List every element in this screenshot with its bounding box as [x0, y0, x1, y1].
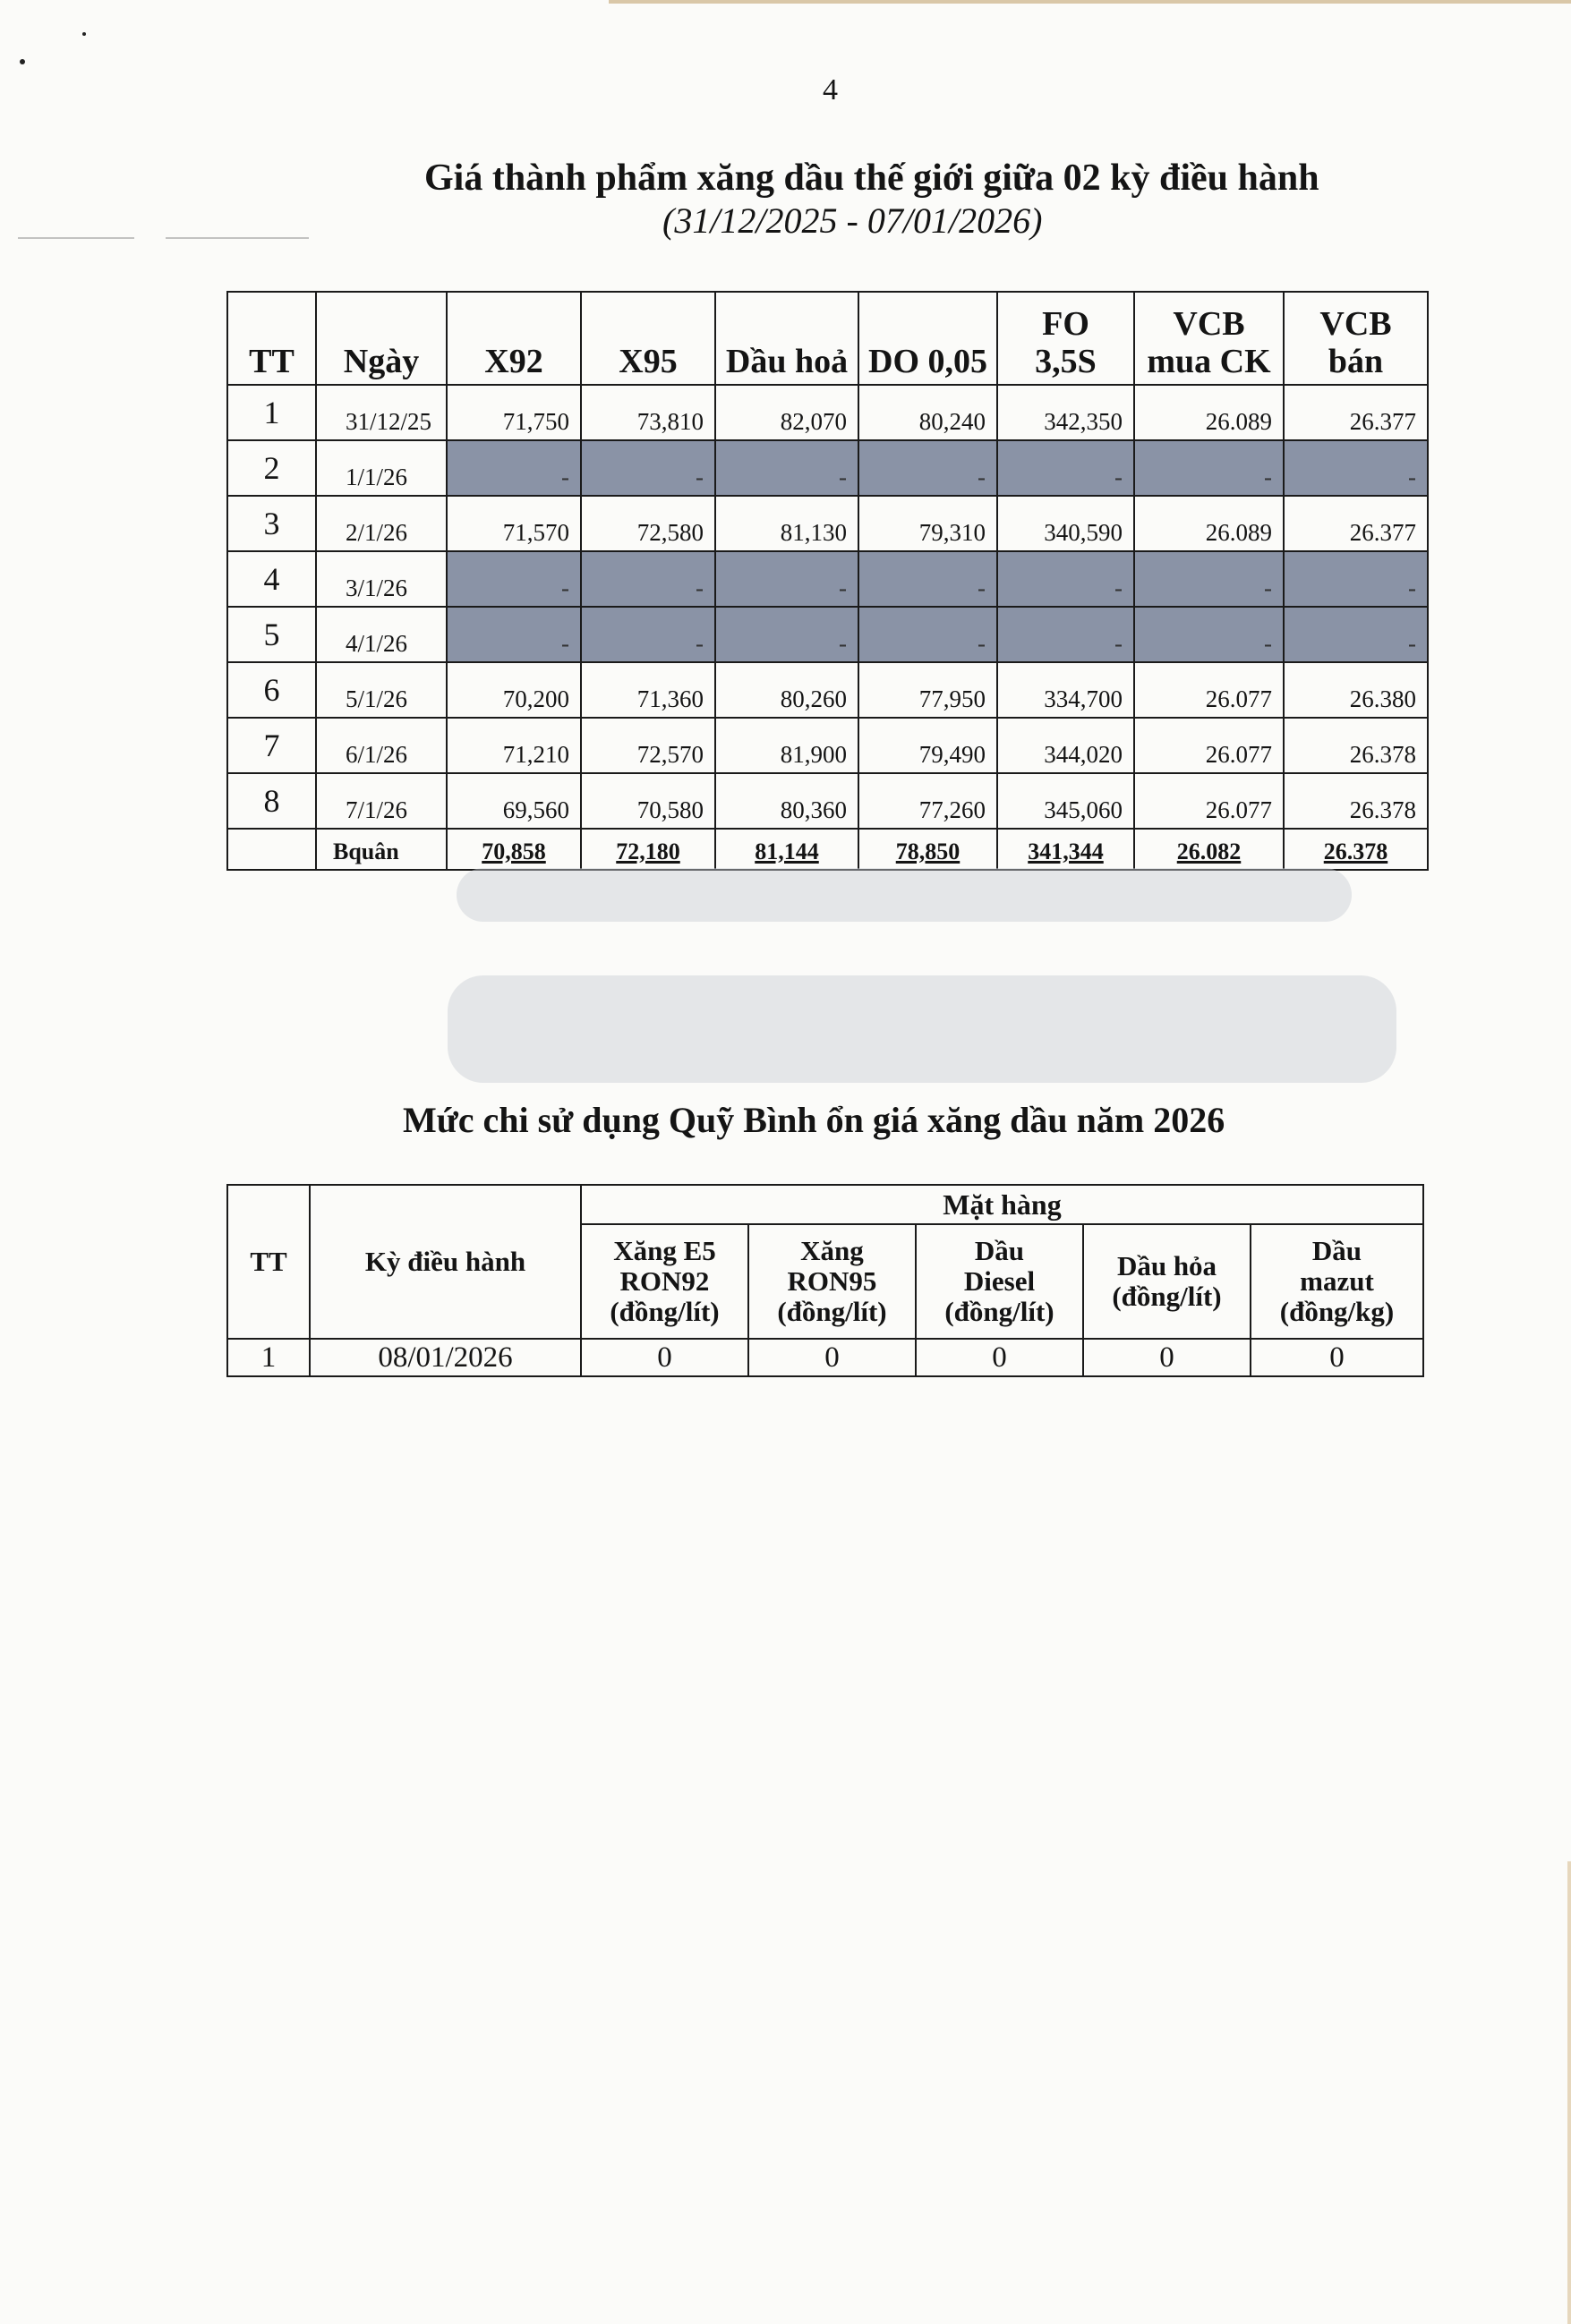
price-cell: -	[1284, 440, 1428, 496]
price-cell: 79,490	[858, 718, 997, 773]
table1-body	[227, 385, 1428, 870]
row-index: 8	[227, 773, 316, 829]
price-cell: -	[715, 607, 858, 662]
row-period: 08/01/2026	[310, 1339, 581, 1376]
table2-group-header: Mặt hàng	[581, 1185, 1423, 1224]
table1-header-cell: DO 0,05	[858, 292, 997, 385]
average-cell: 78,850	[858, 829, 997, 870]
price-cell: -	[1284, 551, 1428, 607]
price-cell: -	[581, 607, 715, 662]
price-cell: 26.378	[1284, 718, 1428, 773]
price-cell: -	[1284, 607, 1428, 662]
table-row	[227, 718, 1428, 773]
row-date: 6/1/26	[316, 718, 447, 773]
price-cell: -	[1134, 440, 1284, 496]
table2-title: Mức chi sử dụng Quỹ Bình ổn giá xăng dầu năm 2026	[403, 1100, 1225, 1140]
price-cell: 72,570	[581, 718, 715, 773]
page-number: 4	[823, 73, 838, 106]
product-header-cell: Dầu Diesel (đồng/lít)	[916, 1224, 1083, 1339]
row-index: 3	[227, 496, 316, 551]
row-index: 2	[227, 440, 316, 496]
product-header-cell: Dầu hỏa (đồng/lít)	[1083, 1224, 1251, 1339]
table-row	[227, 551, 1428, 607]
row-index: 6	[227, 662, 316, 718]
product-header-cell: Xăng RON95 (đồng/lít)	[748, 1224, 916, 1339]
price-cell: 26.377	[1284, 496, 1428, 551]
price-cell: -	[715, 440, 858, 496]
row-date: 5/1/26	[316, 662, 447, 718]
price-cell: -	[1134, 607, 1284, 662]
smudge	[448, 975, 1396, 1083]
table1-header-cell: VCB mua CK	[1134, 292, 1284, 385]
paper-edge-top	[609, 0, 1571, 4]
price-cell: 71,360	[581, 662, 715, 718]
price-cell: -	[581, 440, 715, 496]
price-cell: -	[447, 607, 581, 662]
price-cell: 71,570	[447, 496, 581, 551]
table-row	[227, 773, 1428, 829]
price-cell: -	[715, 551, 858, 607]
scan-speck	[82, 32, 86, 36]
fund-cell: 0	[748, 1339, 916, 1376]
price-cell: -	[858, 607, 997, 662]
price-cell: 77,950	[858, 662, 997, 718]
row-index: 5	[227, 607, 316, 662]
table1-subtitle: (31/12/2025 - 07/01/2026)	[662, 200, 1043, 241]
row-index: 1	[227, 385, 316, 440]
price-cell: 72,580	[581, 496, 715, 551]
fund-cell: 0	[1083, 1339, 1251, 1376]
price-cell: 26.380	[1284, 662, 1428, 718]
table1-header-cell: Ngày	[316, 292, 447, 385]
price-cell: 345,060	[997, 773, 1134, 829]
price-cell: 26.378	[1284, 773, 1428, 829]
price-cell: 26.089	[1134, 496, 1284, 551]
table-row	[227, 385, 1428, 440]
price-cell: 26.077	[1134, 662, 1284, 718]
price-cell: 70,580	[581, 773, 715, 829]
table-row	[227, 440, 1428, 496]
price-cell: 26.089	[1134, 385, 1284, 440]
average-cell: 341,344	[997, 829, 1134, 870]
row-index: 4	[227, 551, 316, 607]
price-cell: -	[997, 607, 1134, 662]
row-index: 1	[227, 1339, 310, 1376]
table1-header-cell: Dầu hoả	[715, 292, 858, 385]
average-cell: 26.378	[1284, 829, 1428, 870]
price-cell: -	[447, 440, 581, 496]
average-index	[227, 829, 316, 870]
table1-header-cell: X95	[581, 292, 715, 385]
row-index: 7	[227, 718, 316, 773]
price-cell: 344,020	[997, 718, 1134, 773]
row-date: 7/1/26	[316, 773, 447, 829]
price-cell: -	[858, 440, 997, 496]
price-cell: 26.077	[1134, 718, 1284, 773]
scan-speck	[20, 59, 25, 64]
price-cell: 70,200	[447, 662, 581, 718]
average-cell: 26.082	[1134, 829, 1284, 870]
stabilization-fund-table	[226, 1184, 1424, 1377]
price-cell: 80,240	[858, 385, 997, 440]
average-row	[227, 829, 1428, 870]
table1-header-cell: X92	[447, 292, 581, 385]
faint-rule	[18, 237, 134, 239]
smudge	[457, 868, 1352, 922]
fund-cell: 0	[916, 1339, 1083, 1376]
price-cell: 77,260	[858, 773, 997, 829]
price-cell: -	[1134, 551, 1284, 607]
price-cell: 69,560	[447, 773, 581, 829]
average-cell: 70,858	[447, 829, 581, 870]
product-header-cell: Dầu mazut (đồng/kg)	[1251, 1224, 1423, 1339]
price-cell: -	[447, 551, 581, 607]
row-date: 3/1/26	[316, 551, 447, 607]
table2-header-tt: TT	[227, 1185, 310, 1339]
table-row	[227, 662, 1428, 718]
table-row	[227, 1339, 1423, 1376]
price-cell: 71,750	[447, 385, 581, 440]
price-cell: 334,700	[997, 662, 1134, 718]
price-cell: 26.077	[1134, 773, 1284, 829]
price-cell: -	[581, 551, 715, 607]
world-price-table	[226, 291, 1429, 871]
price-cell: 81,900	[715, 718, 858, 773]
average-cell: 72,180	[581, 829, 715, 870]
table-row	[227, 496, 1428, 551]
row-date: 2/1/26	[316, 496, 447, 551]
paper-edge-right	[1567, 1861, 1571, 2324]
table1-header-cell: VCB bán	[1284, 292, 1428, 385]
table1-title: Giá thành phẩm xăng dầu thế giới giữa 02 kỳ điều hành	[424, 157, 1319, 199]
price-cell: -	[997, 440, 1134, 496]
row-date: 4/1/26	[316, 607, 447, 662]
table1-header-cell: FO 3,5S	[997, 292, 1134, 385]
average-label: Bquân	[316, 829, 447, 870]
price-cell: 71,210	[447, 718, 581, 773]
faint-rule	[166, 237, 309, 239]
fund-cell: 0	[581, 1339, 748, 1376]
average-cell: 81,144	[715, 829, 858, 870]
price-cell: 82,070	[715, 385, 858, 440]
price-cell: 80,360	[715, 773, 858, 829]
table2-header-period: Kỳ điều hành	[310, 1185, 581, 1339]
price-cell: 342,350	[997, 385, 1134, 440]
price-cell: -	[858, 551, 997, 607]
table-row	[227, 607, 1428, 662]
price-cell: 26.377	[1284, 385, 1428, 440]
price-cell: 79,310	[858, 496, 997, 551]
fund-cell: 0	[1251, 1339, 1423, 1376]
table1-header-row	[227, 292, 1428, 385]
price-cell: 80,260	[715, 662, 858, 718]
price-cell: 81,130	[715, 496, 858, 551]
price-cell: -	[997, 551, 1134, 607]
product-header-cell: Xăng E5 RON92 (đồng/lít)	[581, 1224, 748, 1339]
price-cell: 340,590	[997, 496, 1134, 551]
row-date: 31/12/25	[316, 385, 447, 440]
table1-header-cell: TT	[227, 292, 316, 385]
row-date: 1/1/26	[316, 440, 447, 496]
price-cell: 73,810	[581, 385, 715, 440]
